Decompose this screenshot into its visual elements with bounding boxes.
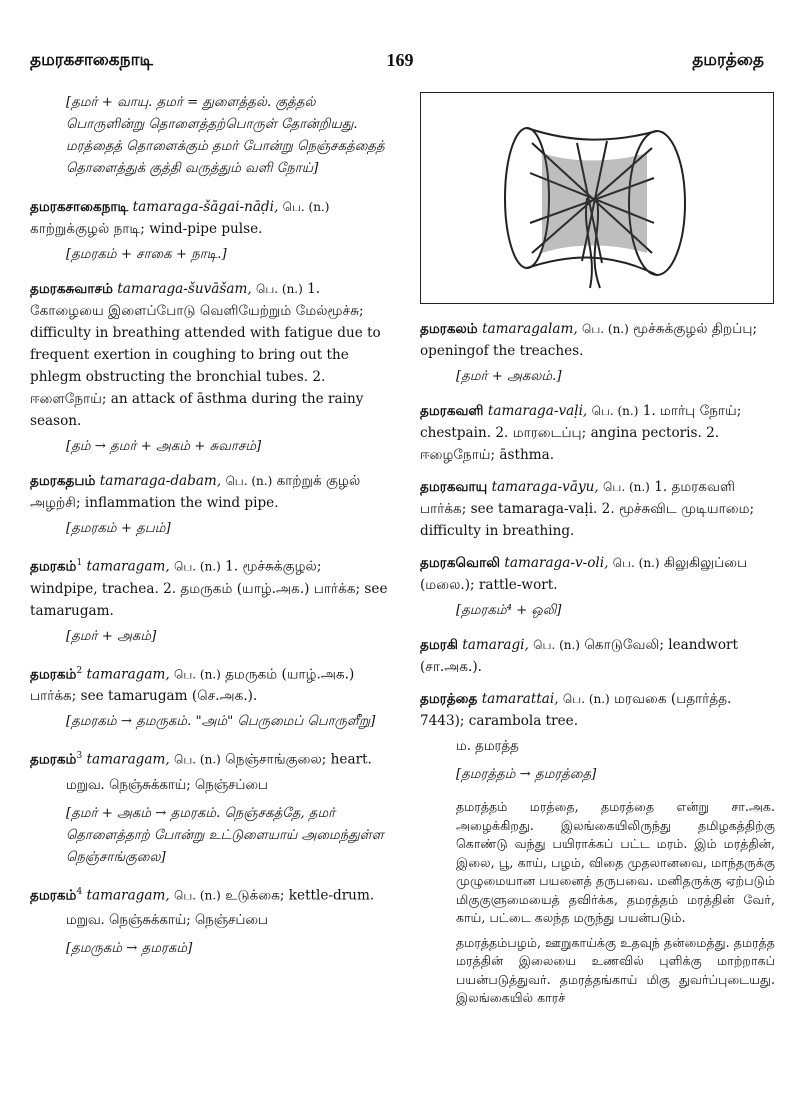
part-of-speech: பெ. (n.) (174, 667, 221, 682)
entry-tamaraga-vali (420, 400, 775, 466)
part-of-speech: பெ. (n.) (591, 404, 639, 418)
part-of-speech: பெ. (n.) (562, 692, 610, 706)
transliteration: tamaraga-vāyu, (491, 479, 599, 495)
headword: தமரகம் (30, 666, 77, 683)
etymology: [தமருகம் → தமரகம்] (66, 941, 193, 957)
transliteration: tamaraga-v-oli, (504, 555, 609, 571)
headword: தமரகவாயு (420, 479, 488, 495)
headword: தமரகம் (30, 558, 77, 575)
etymology: [தமரகம் → தமருகம். "அம்" பெருமைப் பொருளீறு] (66, 714, 376, 730)
transliteration: tamaragam, (86, 666, 170, 683)
definition: 1. மார்பு நோய்; chestpain. 2. மாரடைப்பு; angina pectoris. 2. ஈழைநோய்; āsthma. (420, 403, 742, 463)
part-of-speech: பெ. (n.) (174, 888, 221, 903)
entry-tamaraga-suvasam (30, 278, 390, 458)
transliteration: tamaraga-vaḷi, (487, 403, 588, 419)
part-of-speech: பெ. (n.) (174, 752, 221, 767)
transliteration: tamaragi, (462, 637, 529, 653)
entry-tamaragalam (420, 318, 775, 388)
entry-tamarattai (420, 688, 775, 1008)
headword: தமரகி (420, 637, 458, 653)
entry-tamaraga-dabam (30, 470, 390, 540)
etymology: [தமர் + அகம் → தமரகம். நெஞ்சகத்தே, தமர் தொளைத்தாற் போன்று உட்டுளையாய் அமைந்துள்ள நெஞ்சாங்குலை] (66, 805, 384, 865)
definition: உடுக்கை; kettle-drum. (225, 887, 375, 904)
part-of-speech: பெ. (n.) (533, 638, 580, 652)
definition: காற்றுக் குழல் அழற்சி; inflammation the wind pipe. (30, 473, 361, 511)
transliteration: tamaraga-dabam, (99, 473, 222, 489)
right-column (420, 92, 775, 1018)
definition: மரவகை (பதார்த்த. 7443); carambola tree. (420, 691, 732, 729)
definition: 1. கோழையை இளைப்போடு வெளியேற்றும் மேல்மூச்சு; difficulty in breathing attended with fatigue due to frequent exertion in coughing to bring out the phlegm obstructing the bronchial tubes. 2. ஈளைநோய்; an attack of āsthma during the rainy season. (30, 281, 381, 429)
headword: தமரகவொலி (420, 555, 501, 571)
headword: தமரகசுவாசம் (30, 281, 113, 297)
entry-tamaragi (420, 634, 775, 678)
part-of-speech: பெ. (n.) (225, 474, 273, 488)
homonym-number: 1 (76, 558, 83, 568)
definition: மூச்சுக்குழல் திறப்பு; openingof the treaches. (420, 321, 758, 359)
headword: தமரகவளி (420, 403, 484, 419)
synonym-note: மறுவ. நெஞ்சுக்காய்; நெஞ்சப்பை (66, 913, 268, 929)
left-column (30, 92, 390, 972)
definition: 1. தமரகவளி பார்க்க; see tamaraga-vaḷi. 2. மூச்சுவிட முடியாமை; difficulty in breathing. (420, 479, 755, 539)
transliteration: tamaraga-šāgai-nāḍi, (132, 199, 279, 215)
headword: தமரகம் (30, 751, 77, 768)
transliteration: tamaragalam, (482, 321, 578, 337)
cognate-note: ம. தமரத்த (456, 739, 519, 754)
part-of-speech: பெ. (n.) (582, 322, 629, 336)
drum-illustration (420, 92, 774, 304)
transliteration: tamaragam, (86, 887, 170, 904)
transliteration: tamaraga-šuvāšam, (117, 281, 252, 297)
running-head-left: தமரகசாகைநாடி (30, 50, 153, 70)
definition: கொடுவேலி; leandwort (சா.அக.). (420, 637, 738, 675)
homonym-number: 2 (76, 665, 83, 676)
homonym-number: 4 (76, 886, 83, 897)
description-paragraph: தமரத்தம்பழம், ஊறுகாய்க்கு உதவுந் தன்மைத்து. தமரத்த மரத்தின் இலையை உணவில் புளிக்கு மாற்றாகப் பயன்படுத்துவர். தமரத்தங்காய் மிகு துவர்ப்புடையது. இலங்கையில் காரச் (456, 934, 775, 1005)
transliteration: tamaragam, (86, 751, 170, 768)
entry-tamaraga-sagai-nadi (30, 196, 390, 266)
etymology: [தமர் + அகலம்.] (456, 369, 562, 384)
entry-tamaragam-4 (30, 881, 390, 961)
etymology: [தமரகம்⁴ + ஒலி] (456, 603, 562, 618)
entry-tamaragam-1 (30, 552, 390, 648)
transliteration: tamarattai, (481, 691, 559, 707)
etymology: [தம் → தமர் + அகம் + சுவாசம்] (66, 439, 262, 454)
entry-tamaragam-2 (30, 660, 390, 734)
entry-tamaraga-vayu (420, 476, 775, 542)
homonym-number: 3 (76, 751, 83, 762)
continued-etymology: [தமர் + வாயு. தமர் = துளைத்தல். குத்தல் பொருளின்று தொளைத்தற்பொருள் தோன்றியது. மரத்தைத் தொளைக்கும் தமர் போன்று நெஞ்சகத்தைத் தொளைத்துக் குத்தி வருத்தும் வளி நோய்] (66, 95, 385, 176)
etymology: [தமர் + அகம்] (66, 628, 157, 644)
part-of-speech: பெ. (n.) (612, 556, 660, 570)
headword: தமரகசாகைநாடி (30, 199, 129, 215)
headword: தமரகம் (30, 887, 77, 904)
etymology: [தமரத்தம் → தமரத்தை] (456, 767, 597, 782)
etymology: [தமரகம் + சாகை + நாடி.] (66, 247, 227, 262)
definition: காற்றுக்குழல் நாடி; wind-pipe pulse. (30, 221, 263, 237)
running-head-right: தமரத்தை (692, 50, 764, 70)
headword: தமரத்தை (420, 691, 478, 707)
definition: தமருகம் (யாழ்.அக.) பார்க்க; see tamarugam (செ.அக.). (30, 666, 355, 705)
part-of-speech: பெ. (n.) (256, 282, 303, 296)
entry-tamaragam-3 (30, 745, 390, 869)
part-of-speech: பெ. (n.) (174, 559, 221, 574)
headword: தமரகலம் (420, 321, 478, 337)
entry-tamaraga-v-oli (420, 552, 775, 622)
part-of-speech: பெ. (n.) (603, 480, 650, 494)
page-number: 169 (386, 50, 414, 70)
definition: நெஞ்சாங்குலை; heart. (225, 751, 372, 768)
headword: தமரகதபம் (30, 473, 96, 489)
etymology: [தமரகம் + தபம்] (66, 521, 171, 536)
kettle-drum-icon (482, 103, 712, 293)
transliteration: tamaragam, (86, 558, 170, 575)
synonym-note: மறுவ. நெஞ்சுக்காய்; நெஞ்சப்பை (66, 777, 268, 793)
part-of-speech: பெ. (n.) (282, 200, 330, 214)
definition: கிலுகிலுப்பை (மலை.); rattle-wort. (420, 555, 748, 593)
description-paragraph: தமரத்தம் மரத்தை, தமரத்தை என்று சா.அக. அழைக்கிறது. இலங்கையிலிருந்து தமிழகத்திற்கு கொண்டு வந்து பயிராக்கப் பட்ட மரம். இம் மரத்தின், இலை, பூ, காய், பழம், விதை முதலானவை, மாந்தருக்கு முழுமையான பயனைத் தருபவை. மனிதருக்கு ஏற்படும் மிகுகுளுமையைத் தவிர்க்க, தமரத்தம் மரத்தின் வேர், காய், பட்டை கலந்த மருந்து பயன்படும். (456, 799, 775, 925)
definition: 1. மூச்சுக்குழல்; windpipe, trachea. 2. தமருகம் (யாழ்.அக.) பார்க்க; see tamarugam. (30, 558, 388, 619)
